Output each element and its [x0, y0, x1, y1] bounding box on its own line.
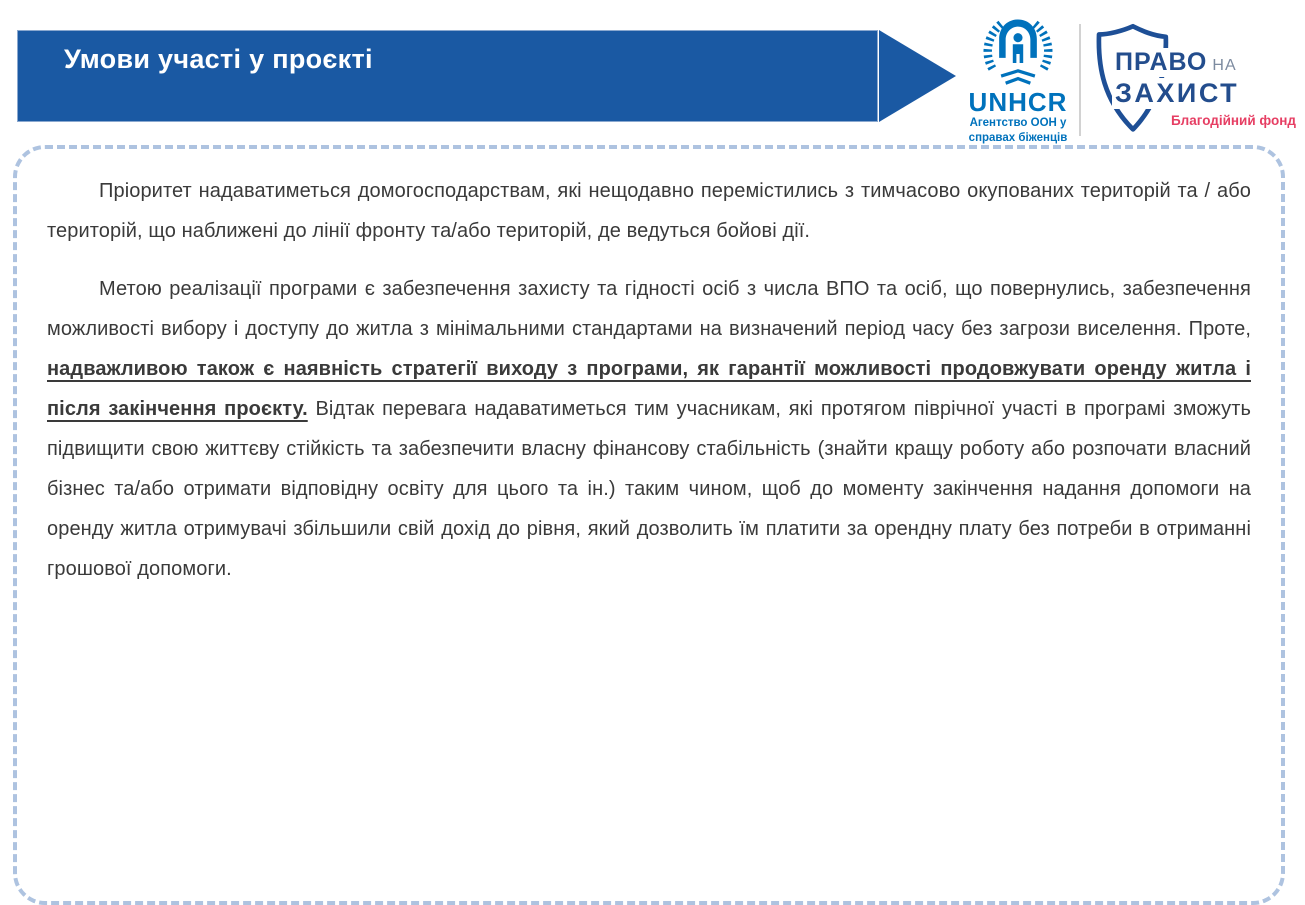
r2p-word-pravo: ПРАВО — [1115, 48, 1208, 76]
banner-arrow-shape — [879, 30, 956, 122]
r2p-word-zakhyst: ЗАХИСТ — [1112, 78, 1242, 109]
unhcr-logo — [958, 16, 1078, 145]
r2p-subtitle: Благодійний фонд — [1170, 113, 1296, 128]
logo-divider — [1079, 24, 1081, 136]
page-title: Умови участі у проєкті — [64, 44, 373, 74]
unhcr-subtitle-line1: Агентство ООН у — [969, 117, 1067, 130]
unhcr-wordmark: UNHCR — [968, 87, 1068, 117]
paragraph-2-start: Метою реалізації програми є забезпечення захисту та гідності осіб з числа ВПО та осіб, що повернулись, забезпечення можливості вибору і доступу до житла з мінімальними стандартами на визначений період часу без загрози виселення. Проте, — [47, 278, 1251, 340]
paragraph-1: Пріоритет надаватиметься домогосподарствам, які нещодавно перемістились з тимчасово окупованих територій та / або територій, що наближені до лінії фронту та/або територій, де ведуться бойові дії. — [47, 180, 1251, 242]
paragraph-2-end: Відтак перевага надаватиметься тим учасникам, які протягом піврічної участі в програмі зможуть підвищити свою життєву стійкість та забезпечити власну фінансову стабільність (знайти кращу роботу або розпочати власний бізнес та/або отримати відповідну освіту для цього та ін.) таким чином, щоб до моменту закінчення надання допомоги на оренду житла отримувачі збільшили свій дохід до рівня, який дозволить їм платити за орендну плату без потреби в отриманні грошової допомоги. — [47, 398, 1252, 580]
r2p-wordmark — [1112, 48, 1296, 128]
title-banner — [17, 30, 878, 122]
right-to-protection-logo — [1090, 18, 1298, 140]
paragraph-2-emphasis: надважливою також є наявність стратегії виходу з програми, як гарантії можливості продовжувати оренду житла і після закінчення проєкту. — [47, 358, 1251, 420]
unhcr-emblem-icon — [979, 16, 1057, 88]
unhcr-subtitle-line2: справах біженців — [968, 131, 1068, 144]
content-box — [13, 145, 1285, 905]
r2p-word-na: НА — [1212, 57, 1237, 74]
paragraph-2 — [47, 269, 1251, 589]
